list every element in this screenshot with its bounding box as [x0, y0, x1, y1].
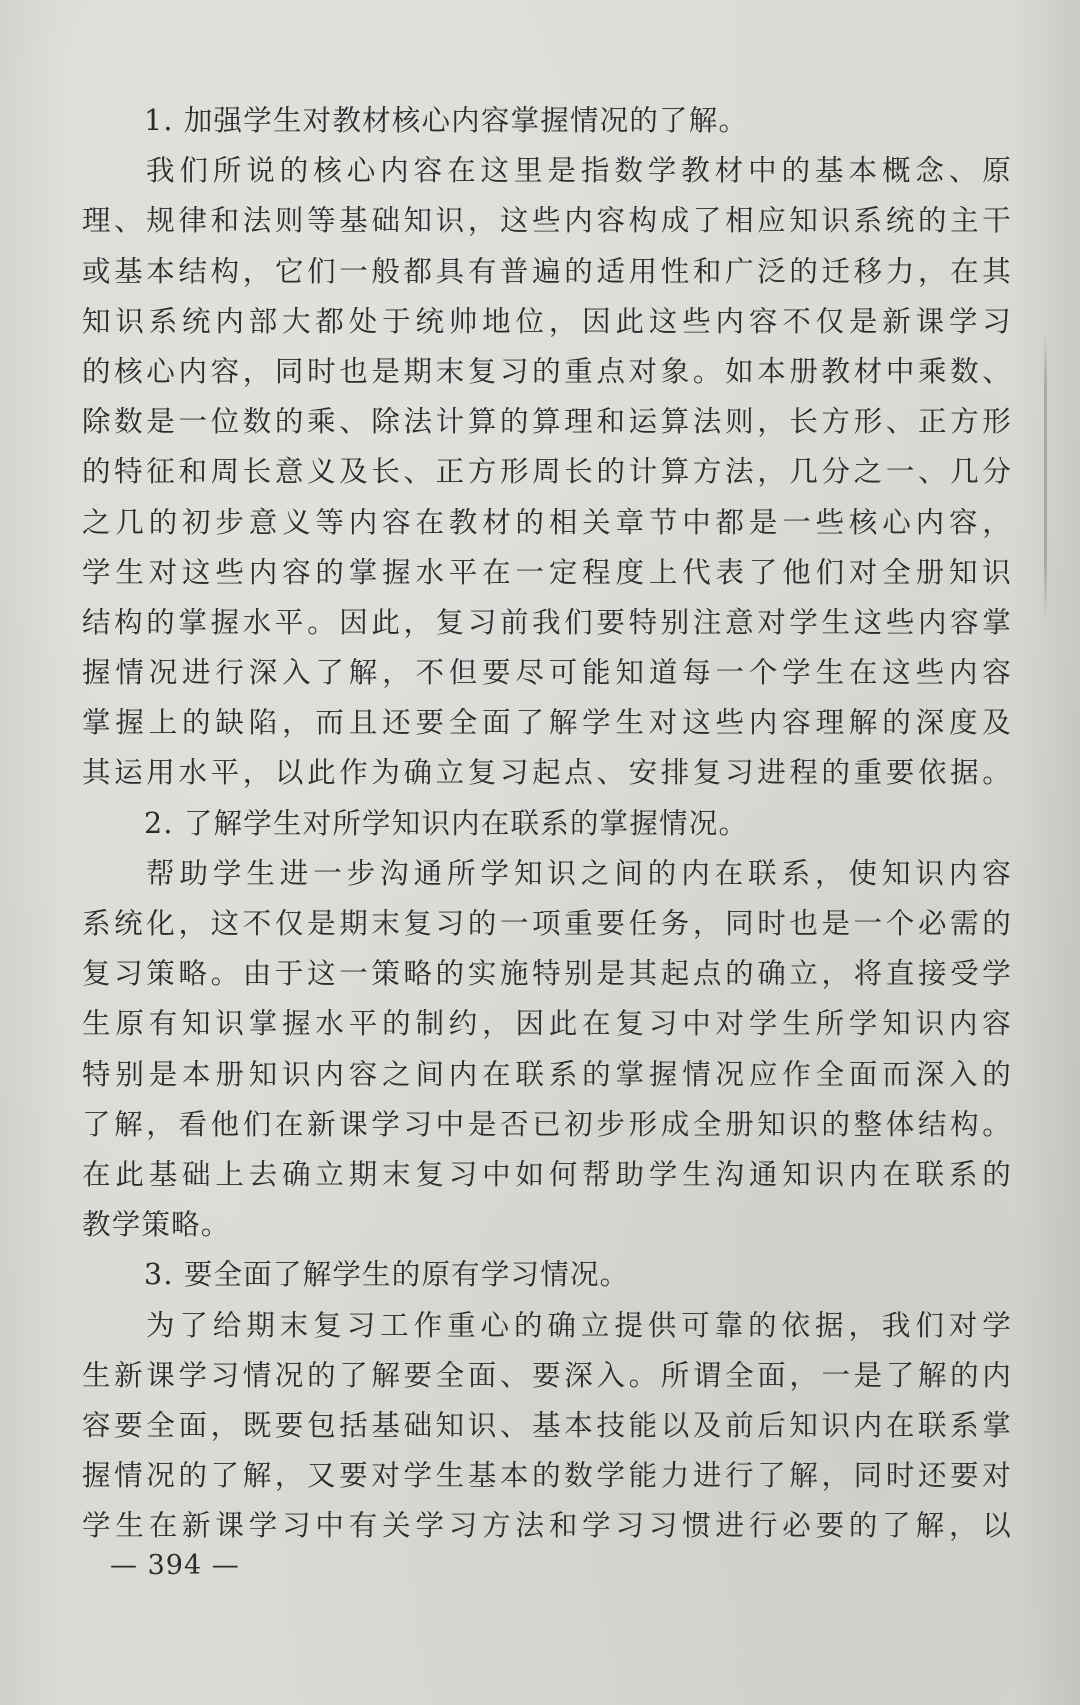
page-number: — 394 —: [110, 1550, 240, 1581]
paragraph-line: 的核心内容，同时也是期末复习的重点对象。如本册教材中乘数、: [82, 354, 1012, 388]
paragraph-line: 学生在新课学习中有关学习方法和学习习惯进行必要的了解，以: [82, 1509, 1012, 1543]
body-text: [82, 96, 1012, 1551]
paragraph-line: 或基本结构，它们一般都具有普遍的适用性和广泛的迁移力，在其: [82, 254, 1012, 288]
paragraph-line: 复习策略。由于这一策略的实施特别是其起点的确立，将直接受学: [82, 957, 1012, 991]
paragraph-line: 之几的初步意义等内容在教材的相关章节中都是一些核心内容，: [82, 505, 1012, 539]
paragraph-line: 握情况进行深入了解，不但要尽可能知道每一个学生在这些内容: [82, 656, 1012, 690]
paragraph-line: 我们所说的核心内容在这里是指数学教材中的基本概念、原: [146, 154, 1012, 188]
section-heading: 1. 加强学生对教材核心内容掌握情况的了解。: [144, 104, 749, 137]
paragraph-line: 握情况的了解，又要对学生基本的数学能力进行了解，同时还要对: [82, 1459, 1012, 1493]
page-edge-shadow: [1044, 330, 1047, 620]
paragraph-line: 结构的掌握水平。因此，复习前我们要特别注意对学生这些内容掌: [82, 605, 1012, 639]
paragraph-line: 知识系统内部大都处于统帅地位，因此这些内容不仅是新课学习: [82, 304, 1012, 338]
paragraph-line: 的特征和周长意义及长、正方形周长的计算方法，几分之一、几分: [82, 455, 1012, 489]
paragraph-line: 为了给期末复习工作重心的确立提供可靠的依据，我们对学: [146, 1308, 1012, 1342]
paragraph-line: 学生对这些内容的掌握水平在一定程度上代表了他们对全册知识: [82, 555, 1012, 589]
paragraph-line: 在此基础上去确立期末复习中如何帮助学生沟通知识内在联系的: [82, 1157, 1012, 1191]
paragraph-line: 其运用水平，以此作为确立复习起点、安排复习进程的重要依据。: [82, 756, 1012, 790]
section-heading: 3. 要全面了解学生的原有学习情况。: [144, 1258, 630, 1292]
paragraph-line: 掌握上的缺陷，而且还要全面了解学生对这些内容理解的深度及: [82, 706, 1012, 740]
paragraph-line: 帮助学生进一步沟通所学知识之间的内在联系，使知识内容: [146, 856, 1012, 890]
section-heading: 2. 了解学生对所学知识内在联系的掌握情况。: [144, 806, 749, 840]
paragraph-line: 理、规律和法则等基础知识，这些内容构成了相应知识系统的主干: [82, 204, 1012, 238]
paragraph-line: 了解，看他们在新课学习中是否已初步形成全册知识的整体结构。: [82, 1107, 1012, 1141]
paragraph-line: 特别是本册知识内容之间内在联系的掌握情况应作全面而深入的: [82, 1057, 1012, 1091]
paragraph-line: 教学策略。: [82, 1208, 231, 1242]
paragraph-line: 容要全面，既要包括基础知识、基本技能以及前后知识内在联系掌: [82, 1408, 1012, 1442]
paragraph-line: 除数是一位数的乘、除法计算的算理和运算法则，长方形、正方形: [82, 405, 1012, 439]
paragraph-line: 生原有知识掌握水平的制约，因此在复习中对学生所学知识内容: [82, 1007, 1012, 1041]
paragraph-line: 生新课学习情况的了解要全面、要深入。所谓全面，一是了解的内: [82, 1358, 1012, 1392]
paragraph-line: 系统化，这不仅是期末复习的一项重要任务，同时也是一个必需的: [82, 907, 1012, 940]
